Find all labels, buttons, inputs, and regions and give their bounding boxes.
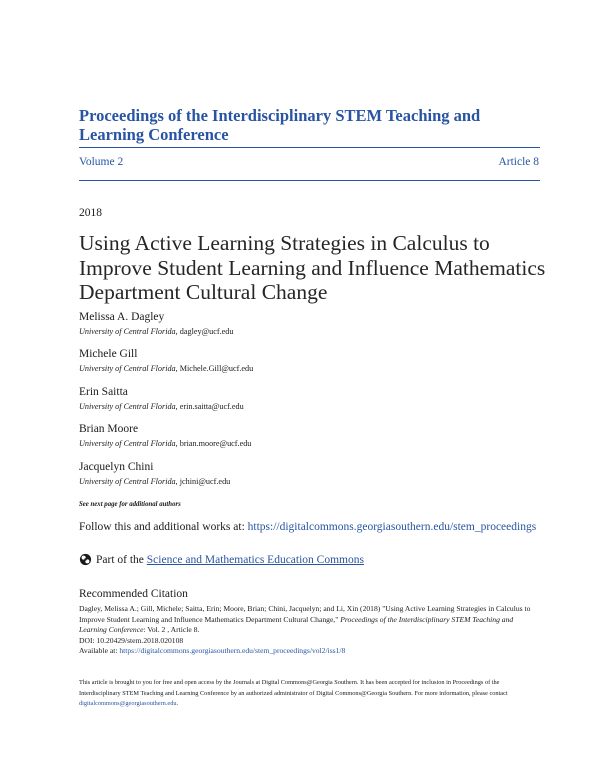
author-affiliation: University of Central Florida, erin.saitta@ucf.edu — [79, 402, 244, 411]
see-next-note: See next page for additional authors — [79, 501, 181, 508]
author-university: University of Central Florida — [79, 439, 176, 448]
journal-title[interactable]: Proceedings of the Interdisciplinary STEM Teaching and Learning Conference — [79, 106, 481, 144]
author-university: University of Central Florida — [79, 477, 176, 486]
publication-year: 2018 — [79, 207, 102, 219]
commons-link[interactable]: Science and Mathematics Education Commons — [146, 553, 364, 566]
recommended-citation-heading: Recommended Citation — [79, 588, 188, 600]
author-name: Jacquelyn Chini — [79, 461, 154, 473]
citation-doi: DOI: 10.20429/stem.2018.020108 — [79, 635, 184, 645]
part-of-line — [79, 553, 364, 566]
author-university: University of Central Florida — [79, 402, 176, 411]
recommended-citation — [79, 604, 541, 657]
header-bottom-rule — [79, 180, 540, 181]
article-title: Using Active Learning Strategies in Calculus to Improve Student Learning and Influence Mathematics Department Cultural Change — [79, 231, 546, 304]
author-name: Erin Saitta — [79, 386, 128, 398]
footer-end: . — [176, 700, 179, 707]
open-access-icon — [79, 553, 92, 566]
author-name: Melissa A. Dagley — [79, 311, 165, 323]
volume-link[interactable]: Volume 2 — [79, 156, 124, 168]
citation-text: Dagley, Melissa A.; Gill, Michele; Saitta, Erin; Moore, Brian; Chini, Jacquelyn; and Li, Xin (2018) "Using Active Learning Strategies in Calculus to Improve Student Learning and Influence Mathematics Department Cultural Change," — [79, 604, 531, 624]
available-url-link[interactable]: https://digitalcommons.georgiasouthern.edu/stem_proceedings/vol2/iss1/8 — [119, 646, 346, 655]
footer-notice — [79, 678, 541, 710]
follow-text: Follow this and additional works at: — [79, 521, 248, 533]
author-university: University of Central Florida — [79, 364, 176, 373]
header-top-rule — [79, 147, 540, 148]
author-affiliation: University of Central Florida, dagley@ucf.edu — [79, 327, 234, 336]
article-link[interactable]: Article 8 — [498, 156, 539, 168]
part-of-prefix: Part of the — [96, 553, 147, 566]
author-name: Michele Gill — [79, 348, 138, 360]
author-affiliation: University of Central Florida, brian.moore@ucf.edu — [79, 439, 252, 448]
author-name: Brian Moore — [79, 423, 139, 435]
contact-email-link[interactable]: digitalcommons@georgiasouthern.edu — [79, 700, 177, 707]
follow-url-link[interactable]: https://digitalcommons.georgiasouthern.edu/stem_proceedings — [247, 521, 537, 533]
author-email[interactable]: Michele.Gill@ucf.edu — [179, 364, 254, 373]
footer-text: This article is brought to you for free and open access by the Journals at Digital Commons@Georgia Southern. It has been accepted for inclusion in Proceedings of the Interdisciplinary STEM Teaching and Learning Conference by an authorized administrator of Digital Commons@Georgia Southern. For more information, please contact — [79, 679, 508, 697]
author-affiliation: University of Central Florida, Michele.Gill@ucf.edu — [79, 364, 254, 373]
citation-vol: : Vol. 2 , Article 8. — [143, 625, 200, 634]
author-affiliation: University of Central Florida, jchini@ucf.edu — [79, 477, 231, 486]
available-label: Available at: — [79, 646, 120, 655]
follow-line — [79, 519, 549, 536]
author-email[interactable]: brian.moore@ucf.edu — [179, 439, 252, 448]
citation-journal: Proceedings of the Interdisciplinary STEM Teaching and Learning Conference — [79, 614, 514, 634]
author-email[interactable]: dagley@ucf.edu — [179, 327, 234, 336]
author-university: University of Central Florida — [79, 327, 176, 336]
author-email[interactable]: jchini@ucf.edu — [179, 477, 231, 486]
author-email[interactable]: erin.saitta@ucf.edu — [179, 402, 244, 411]
